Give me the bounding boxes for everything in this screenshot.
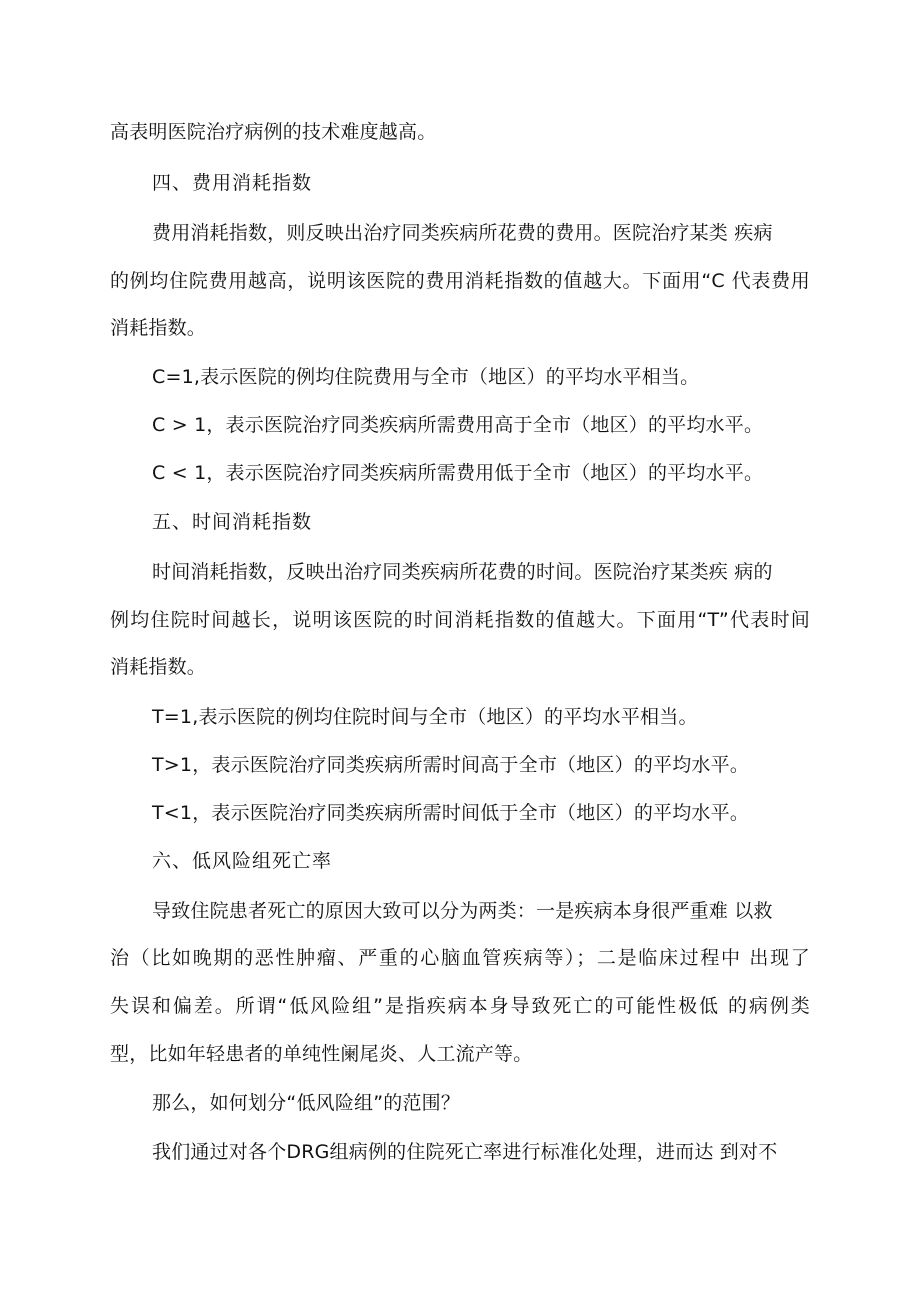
paragraph-line: 例均住院时间越长，说明该医院的时间消耗指数的值越大。下面用“T”代表时间: [110, 609, 810, 631]
paragraph-line: 治（比如晚期的恶性肿瘤、严重的心脑血管疾病等）；二是临床过程中 出现了: [110, 947, 810, 969]
section-heading-low-risk-mortality: 六、低风险组死亡率: [152, 850, 333, 872]
paragraph-line: T=1,表示医院的例均住院时间与全市（地区）的平均水平相当。: [152, 706, 698, 728]
paragraph-line: 消耗指数。: [110, 317, 207, 339]
paragraph-line: C=1,表示医院的例均住院费用与全市（地区）的平均水平相当。: [152, 366, 700, 388]
paragraph-line: 的例均住院费用越高，说明该医院的费用消耗指数的值越大。下面用“C 代表费用: [110, 270, 810, 292]
paragraph-line: 型，比如年轻患者的单纯性阑尾炎、人工流产等。: [110, 1043, 533, 1065]
paragraph-line: C < 1，表示医院治疗同类疾病所需费用低于全市（地区）的平均水平。: [152, 462, 764, 484]
paragraph-line: C > 1，表示医院治疗同类疾病所需费用高于全市（地区）的平均水平。: [152, 414, 764, 436]
paragraph-line: 时间消耗指数，反映出治疗同类疾病所花费的时间。医院治疗某类疾 病的: [152, 561, 773, 583]
section-heading-cost-index: 四、费用消耗指数: [152, 172, 313, 194]
paragraph-line: 导致住院患者死亡的原因大致可以分为两类：一是疾病本身很严重难 以救: [152, 900, 773, 922]
section-heading-time-index: 五、时间消耗指数: [152, 511, 313, 533]
paragraph-line: T>1，表示医院治疗同类疾病所需时间高于全市（地区）的平均水平。: [152, 754, 750, 776]
paragraph-line: 消耗指数。: [110, 656, 207, 678]
paragraph-line: 我们通过对各个DRG组病例的住院死亡率进行标准化处理，进而达 到对不: [152, 1141, 778, 1163]
paragraph-line: T<1，表示医院治疗同类疾病所需时间低于全市（地区）的平均水平。: [152, 802, 750, 824]
paragraph-line: 那么，如何划分“低风险组”的范围？: [152, 1092, 461, 1114]
paragraph-line: 高表明医院治疗病例的技术难度越高。: [110, 121, 437, 143]
paragraph-line: 费用消耗指数，则反映出治疗同类疾病所花费的费用。医院治疗某类 疾病: [152, 222, 773, 244]
paragraph-line: 失误和偏差。所谓“低风险组”是指疾病本身导致死亡的可能性极低 的病例类: [110, 995, 810, 1017]
